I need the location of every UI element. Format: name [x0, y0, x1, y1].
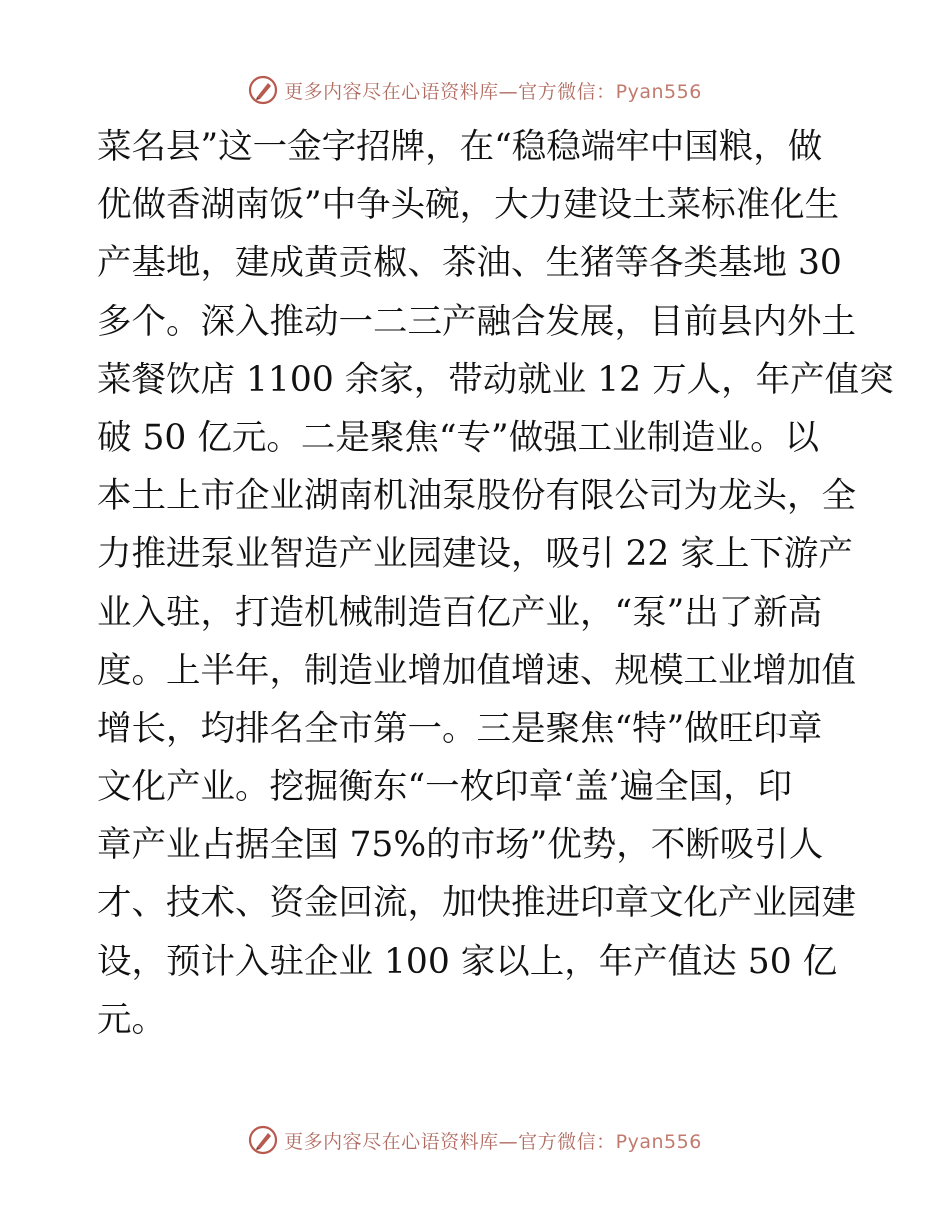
text-line: 菜名县”这一金字招牌，在“稳稳端牢中国粮，做 — [97, 127, 823, 167]
text-line: 增长，均排名全市第一。三是聚焦“特”做旺印章 — [97, 708, 823, 749]
text-line: 才、技术、资金回流，加快推进印章文化产业园建 — [97, 883, 856, 924]
pen-logo-icon — [248, 75, 278, 105]
pen-logo-icon — [248, 1125, 278, 1155]
text-line: 章产业占据全国 75%的市场”优势，不断吸引人 — [97, 825, 824, 866]
footer-watermark — [0, 1122, 950, 1158]
text-line: 本土上市企业湖南机油泵股份有限公司为龙头，全 — [97, 476, 856, 517]
text-line: 力推进泵业智造产业园建设，吸引 22 家上下游产 — [97, 534, 853, 575]
document-body — [97, 118, 894, 1049]
text-line: 多个。深入推动一二三产融合发展，目前县内外土 — [97, 301, 856, 342]
header-watermark — [0, 72, 950, 108]
text-line: 度。上半年，制造业增加值增速、规模工业增加值 — [97, 650, 856, 691]
text-line: 元。 — [97, 999, 166, 1040]
text-line: 菜餐饮店 1100 余家，带动就业 12 万人，年产值突 — [97, 359, 894, 400]
text-line: 产基地，建成黄贡椒、茶油、生猪等各类基地 30 — [97, 243, 842, 284]
text-line: 文化产业。挖掘衡东“一枚印章‘盖’遍全国，印 — [97, 767, 793, 808]
text-line: 优做香湖南饭”中争头碗，大力建设土菜标准化生 — [97, 185, 840, 226]
text-line: 业入驻，打造机械制造百亿产业，“泵”出了新高 — [97, 592, 823, 633]
watermark-text: 更多内容尽在心语资料库—官方微信：Pyan556 — [284, 80, 702, 103]
text-line: 破 50 亿元。二是聚焦“专”做强工业制造业。以 — [97, 417, 820, 458]
watermark-text: 更多内容尽在心语资料库—官方微信：Pyan556 — [284, 1130, 702, 1153]
text-line: 设，预计入驻企业 100 家以上，年产值达 50 亿 — [97, 941, 838, 982]
